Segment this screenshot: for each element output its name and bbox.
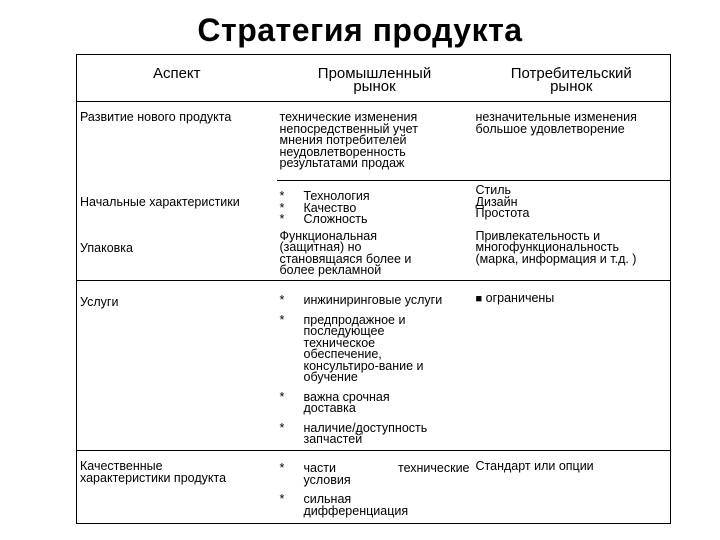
cell-line: (защитная) но bbox=[279, 240, 362, 254]
row-new-product-aspect bbox=[77, 102, 277, 181]
cell-line: ограничены bbox=[485, 291, 555, 305]
cell-text bbox=[304, 494, 470, 517]
cell-text bbox=[303, 389, 470, 415]
cell-line: большое удовлетворение bbox=[475, 121, 625, 136]
aspect-label: Упаковка bbox=[80, 240, 133, 255]
row-initial bbox=[77, 181, 671, 229]
cell-line: запчастей bbox=[303, 432, 363, 446]
row-packaging-industrial bbox=[277, 229, 473, 281]
header-consumer bbox=[473, 55, 671, 102]
row-initial-consumer bbox=[473, 181, 671, 229]
aspect-label: Развитие нового продукта bbox=[80, 110, 232, 124]
row-packaging-aspect bbox=[77, 229, 277, 281]
list-item bbox=[279, 312, 470, 384]
cell-word: технические bbox=[397, 461, 470, 475]
cell-line: предпродажное и bbox=[303, 312, 406, 327]
square-bullet-icon: ■ bbox=[475, 293, 483, 305]
aspect-label: Начальные характеристики bbox=[80, 194, 240, 209]
list-item bbox=[280, 494, 470, 517]
cell-line: последующее bbox=[303, 324, 385, 338]
row-packaging bbox=[77, 229, 671, 281]
row-new-product-industrial bbox=[277, 102, 473, 181]
bullet-icon: * bbox=[279, 212, 285, 226]
cell-line: техническое bbox=[303, 335, 376, 350]
header-consumer-line-1: Потребительский bbox=[510, 65, 632, 82]
row-new-product-consumer bbox=[473, 102, 671, 181]
cell-line: важна срочная bbox=[303, 389, 390, 404]
cell-line: более рекламной bbox=[279, 263, 382, 277]
row-initial-aspect bbox=[77, 181, 277, 229]
bullet-icon: * bbox=[279, 461, 285, 475]
cell-line: Качество bbox=[303, 200, 357, 215]
cell-line: технические изменения bbox=[279, 110, 418, 124]
header-industrial-line-2: рынок bbox=[353, 78, 396, 95]
bullet-icon: * bbox=[279, 389, 285, 404]
cell-line: многофункциональность bbox=[475, 240, 620, 254]
cell-line: незначительные изменения bbox=[475, 110, 637, 124]
page-title: Стратегия продукта bbox=[197, 12, 523, 48]
cell-line: мнения потребителей bbox=[279, 133, 407, 147]
cell-line: Стандарт или опции bbox=[475, 459, 594, 473]
bullet-icon: * bbox=[279, 312, 285, 327]
cell-text bbox=[303, 420, 470, 446]
header-industrial-line-1: Промышленный bbox=[317, 65, 432, 82]
bullet-icon: * bbox=[279, 189, 285, 203]
list-item bbox=[279, 420, 470, 446]
bullet-icon: * bbox=[279, 200, 285, 215]
list-item bbox=[280, 214, 470, 226]
header-row bbox=[77, 55, 671, 102]
cell-text bbox=[304, 463, 470, 486]
cell-line: Функциональная bbox=[279, 228, 378, 243]
cell-line: обучение bbox=[303, 370, 358, 384]
cell-line: доставка bbox=[303, 401, 356, 415]
cell-line: становящаяся более и bbox=[279, 251, 412, 266]
cell-text bbox=[303, 312, 470, 384]
row-quality-consumer bbox=[473, 451, 671, 524]
row-quality bbox=[77, 451, 671, 524]
row-services bbox=[77, 281, 671, 451]
list-item bbox=[280, 295, 470, 307]
row-quality-aspect bbox=[77, 451, 277, 524]
bullet-icon: * bbox=[279, 492, 285, 506]
aspect-label: Качественные bbox=[80, 459, 163, 473]
cell-line: непосредственный учет bbox=[279, 121, 418, 136]
header-aspect-label: Аспект bbox=[152, 65, 201, 82]
aspect-label: Услуги bbox=[80, 295, 119, 309]
cell-line: неудовлетворенность bbox=[279, 144, 406, 159]
header-consumer-line-2: рынок bbox=[550, 78, 593, 95]
cell-line: (марка, информация и т.д. ) bbox=[475, 251, 637, 266]
list-item bbox=[279, 389, 470, 415]
list-item bbox=[280, 463, 470, 486]
row-initial-industrial bbox=[277, 181, 473, 229]
cell-line: Стиль bbox=[475, 183, 512, 197]
cell-line: инжиниринговые услуги bbox=[303, 293, 443, 307]
cell-line: консультиро-вание и bbox=[303, 358, 424, 373]
cell-line: условия bbox=[303, 472, 351, 487]
row-services-industrial bbox=[277, 281, 473, 451]
header-aspect bbox=[77, 55, 277, 102]
bullet-icon: * bbox=[279, 420, 285, 435]
aspect-label: характеристики продукта bbox=[80, 470, 227, 485]
row-packaging-consumer bbox=[473, 229, 671, 281]
cell-line: Сложность bbox=[303, 212, 368, 226]
bullet-icon: * bbox=[279, 293, 285, 307]
cell-word: части bbox=[303, 461, 336, 475]
row-new-product bbox=[77, 102, 671, 181]
product-strategy-table bbox=[76, 54, 671, 524]
cell-line: Дизайн bbox=[475, 194, 518, 209]
cell-line: Технология bbox=[303, 189, 370, 203]
row-services-consumer bbox=[473, 281, 671, 451]
cell-line: результатами продаж bbox=[279, 156, 405, 170]
cell-line: сильная bbox=[303, 492, 352, 506]
cell-line: Простота bbox=[475, 206, 530, 220]
row-services-aspect bbox=[77, 281, 277, 451]
header-industrial bbox=[277, 55, 473, 102]
cell-line: дифференциация bbox=[303, 503, 409, 518]
row-quality-industrial bbox=[277, 451, 473, 524]
cell-line: Привлекательность и bbox=[475, 228, 601, 243]
cell-line: обеспечение, bbox=[303, 347, 382, 361]
cell-line: наличие/доступность bbox=[303, 420, 428, 435]
